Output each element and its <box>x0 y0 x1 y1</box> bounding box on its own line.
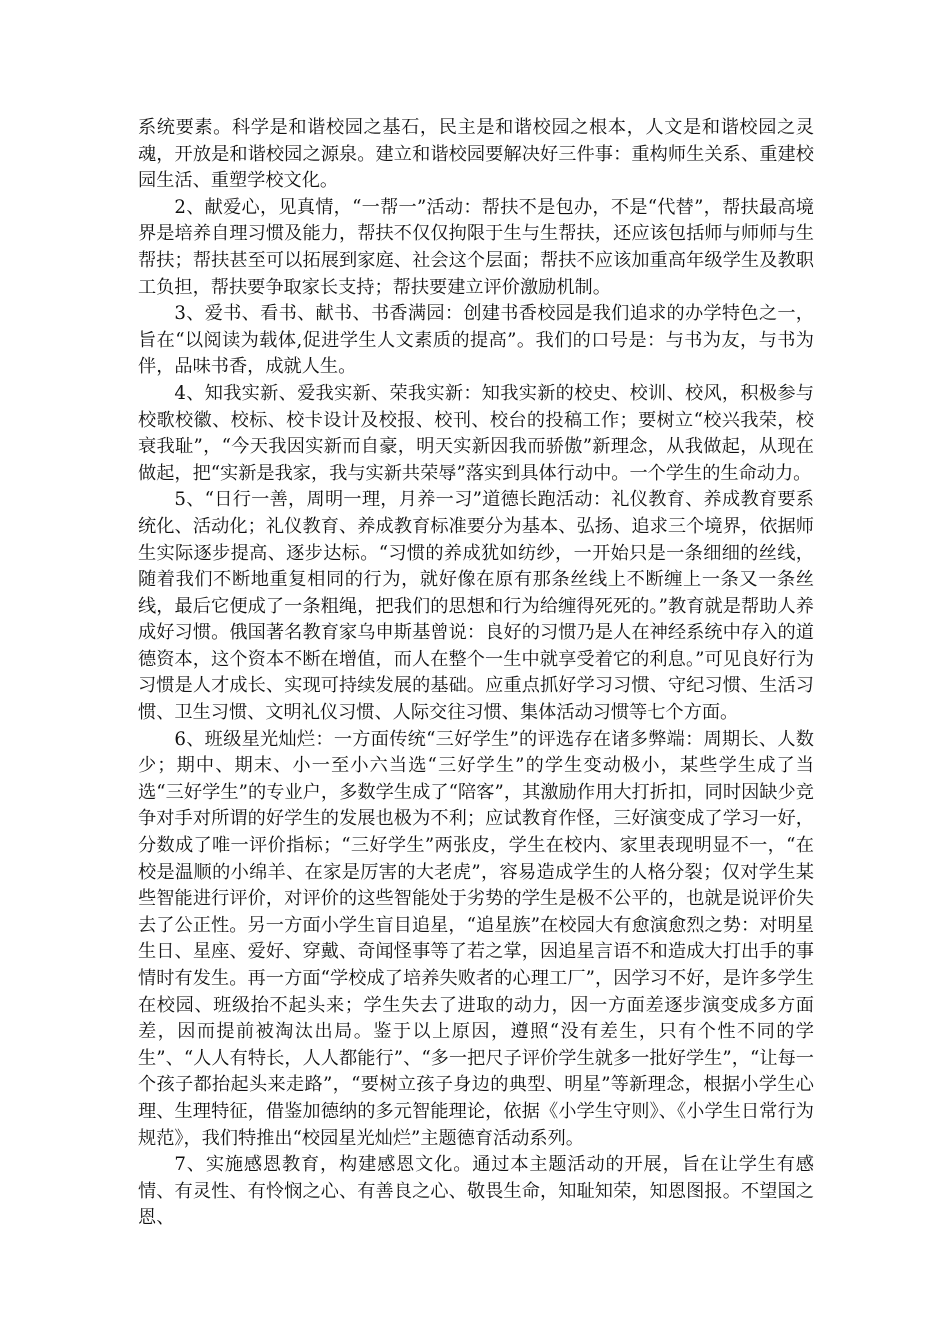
document-page <box>138 115 814 1232</box>
paragraph-item-7: 7、实施感恩教育，构建感恩文化。通过本主题活动的开展，旨在让学生有感情、有灵性、有怜悯之心、有善良之心、敬畏生命，知耻知荣，知恩图报。不望国之恩、 <box>138 1154 814 1229</box>
paragraph-item-3: 3、爱书、看书、献书、书香满园：创建书香校园是我们追求的办学特色之一，旨在“以阅读为载体,促进学生人文素质的提高”。我们的口号是：与书为友，与书为伴，品味书香，成就人生。 <box>138 303 814 378</box>
paragraph-item-6: 6、班级星光灿烂：一方面传统“三好学生”的评选存在诸多弊端：周期长、人数少；期中、期末、小一至小六当选“三好学生”的学生变动极小，某些学生成了当选“三好学生”的专业户，多数学生成了“陪客”，其激励作用大打折扣，同时因缺少竞争对手对所谓的好学生的发展也极为不利；应试教育作怪，三好演变成了学习一好，分数成了唯一评价指标；“三好学生”两张皮，学生在校内、家里表现明显不一，“在校是温顺的小绵羊、在家是厉害的大老虎”，容易造成学生的人格分裂；仅对学生某些智能进行评价，对评价的这些智能处于劣势的学生是极不公平的，也就是说评价失去了公正性。另一方面小学生盲目追星，“追星族”在校园大有愈演愈烈之势：对明星生日、星座、爱好、穿戴、奇闻怪事等了若之掌，因追星言语不和造成大打出手的事情时有发生。再一方面“学校成了培养失败者的心理工厂”，因学习不好，是许多学生在校园、班级抬不起头来；学生失去了进取的动力，因一方面差逐步演变成多方面差，因而提前被淘汰出局。鉴于以上原因，遵照“没有差生，只有个性不同的学生”、“人人有特长，人人都能行”、“多一把尺子评价学生就多一批好学生”，“让每一个孩子都抬起头来走路”，“要树立孩子身边的典型、明星”等新理念，根据小学生心理、生理特征，借鉴加德纳的多元智能理论，依据《小学生守则》、《小学生日常行为规范》，我们特推出“校园星光灿烂”主题德育活动系列。 <box>138 728 814 1149</box>
paragraph-item-2: 2、献爱心，见真情，“一帮一”活动：帮扶不是包办，不是“代替”，帮扶最高境界是培养自理习惯及能力，帮扶不仅仅拘限于生与生帮扶，还应该包括师与师师与生帮扶；帮扶甚至可以拓展到家庭、社会这个层面；帮扶不应该加重高年级学生及教职工负担，帮扶要争取家长支持；帮扶要建立评价激励机制。 <box>138 196 814 298</box>
paragraph-item-4: 4、知我实新、爱我实新、荣我实新：知我实新的校史、校训、校风，积极参与校歌校徽、校标、校卡设计及校报、校刊、校台的投稿工作；要树立“校兴我荣，校衰我耻”，“今天我因实新而自豪，明天实新因我而骄傲”新理念，从我做起，从现在做起，把“实新是我家，我与实新共荣辱”落实到具体行动中。一个学生的生命动力。 <box>138 382 814 484</box>
paragraph-item-5: 5、“日行一善，周明一理，月养一习”道德长跑活动：礼仪教育、养成教育要系统化、活动化；礼仪教育、养成教育标准要分为基本、弘扬、追求三个境界，依据师生实际逐步提高、逐步达标。“习惯的养成犹如纺纱，一开始只是一条细细的丝线，随着我们不断地重复相同的行为，就好像在原有那条丝线上不断缠上一条又一条丝线，最后它便成了一条粗绳，把我们的思想和行为给缠得死死的。”教育就是帮助人养成好习惯。俄国著名教育家乌申斯基曾说：良好的习惯乃是人在神经系统中存入的道德资本，这个资本不断在增值，而人在整个一生中就享受着它的利息。”可见良好行为习惯是人才成长、实现可持续发展的基础。应重点抓好学习习惯、守纪习惯、生活习惯、卫生习惯、文明礼仪习惯、人际交往习惯、集体活动习惯等七个方面。 <box>138 489 814 724</box>
paragraph-intro-continuation: 系统要素。科学是和谐校园之基石，民主是和谐校园之根本，人文是和谐校园之灵魂，开放是和谐校园之源泉。建立和谐校园要解决好三件事：重构师生关系、重建校园生活、重塑学校文化。 <box>138 117 814 192</box>
